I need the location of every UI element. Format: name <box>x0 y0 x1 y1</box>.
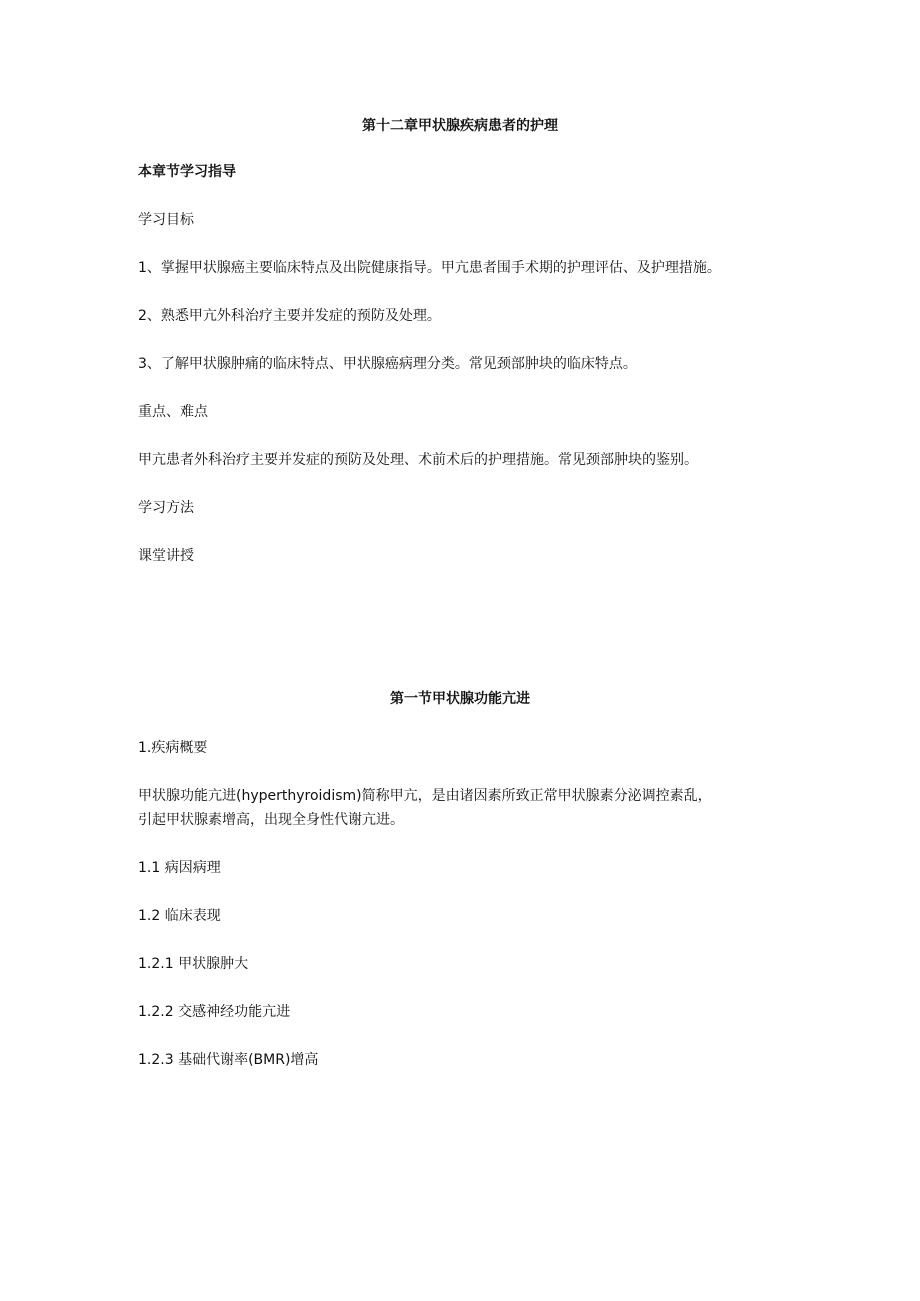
method-heading: 学习方法 <box>138 500 194 516</box>
key-points-heading: 重点、难点 <box>138 404 208 420</box>
objective-item-1: 1、掌握甲状腺癌主要临床特点及出院健康指导。甲亢患者围手术期的护理评估、及护理措施。 <box>138 260 721 276</box>
key-points-text: 甲亢患者外科治疗主要并发症的预防及处理、术前术后的护理措施。常见颈部肿块的鉴别。 <box>138 452 698 468</box>
list-item: 1.2 临床表现 <box>138 908 221 924</box>
sub1-text-line-2: 引起甲状腺素增高，出现全身性代谢亢进。 <box>138 812 404 828</box>
guide-heading: 本章节学习指导 <box>138 164 236 180</box>
method-text: 课堂讲授 <box>138 548 194 564</box>
sub1-text-line-1: 甲状腺功能亢进(hyperthyroidism)简称甲亢，是由诸因素所致正常甲状腺素分泌调控素乱， <box>138 788 712 804</box>
objective-item-2: 2、熟悉甲亢外科治疗主要并发症的预防及处理。 <box>138 308 441 324</box>
sub1-heading: 1.疾病概要 <box>138 740 208 756</box>
section-title: 第一节甲状腺功能亢进 <box>390 691 530 707</box>
list-item: 1.2.2 交感神经功能亢进 <box>138 1004 291 1020</box>
chapter-title: 第十二章甲状腺疾病患者的护理 <box>362 118 558 134</box>
list-item: 1.2.3 基础代谢率(BMR)增高 <box>138 1052 319 1068</box>
objectives-heading: 学习目标 <box>138 212 194 228</box>
list-item: 1.2.1 甲状腺肿大 <box>138 956 249 972</box>
objective-item-3: 3、了解甲状腺肿痛的临床特点、甲状腺癌病理分类。常见颈部肿块的临床特点。 <box>138 356 637 372</box>
list-item: 1.1 病因病理 <box>138 860 221 876</box>
